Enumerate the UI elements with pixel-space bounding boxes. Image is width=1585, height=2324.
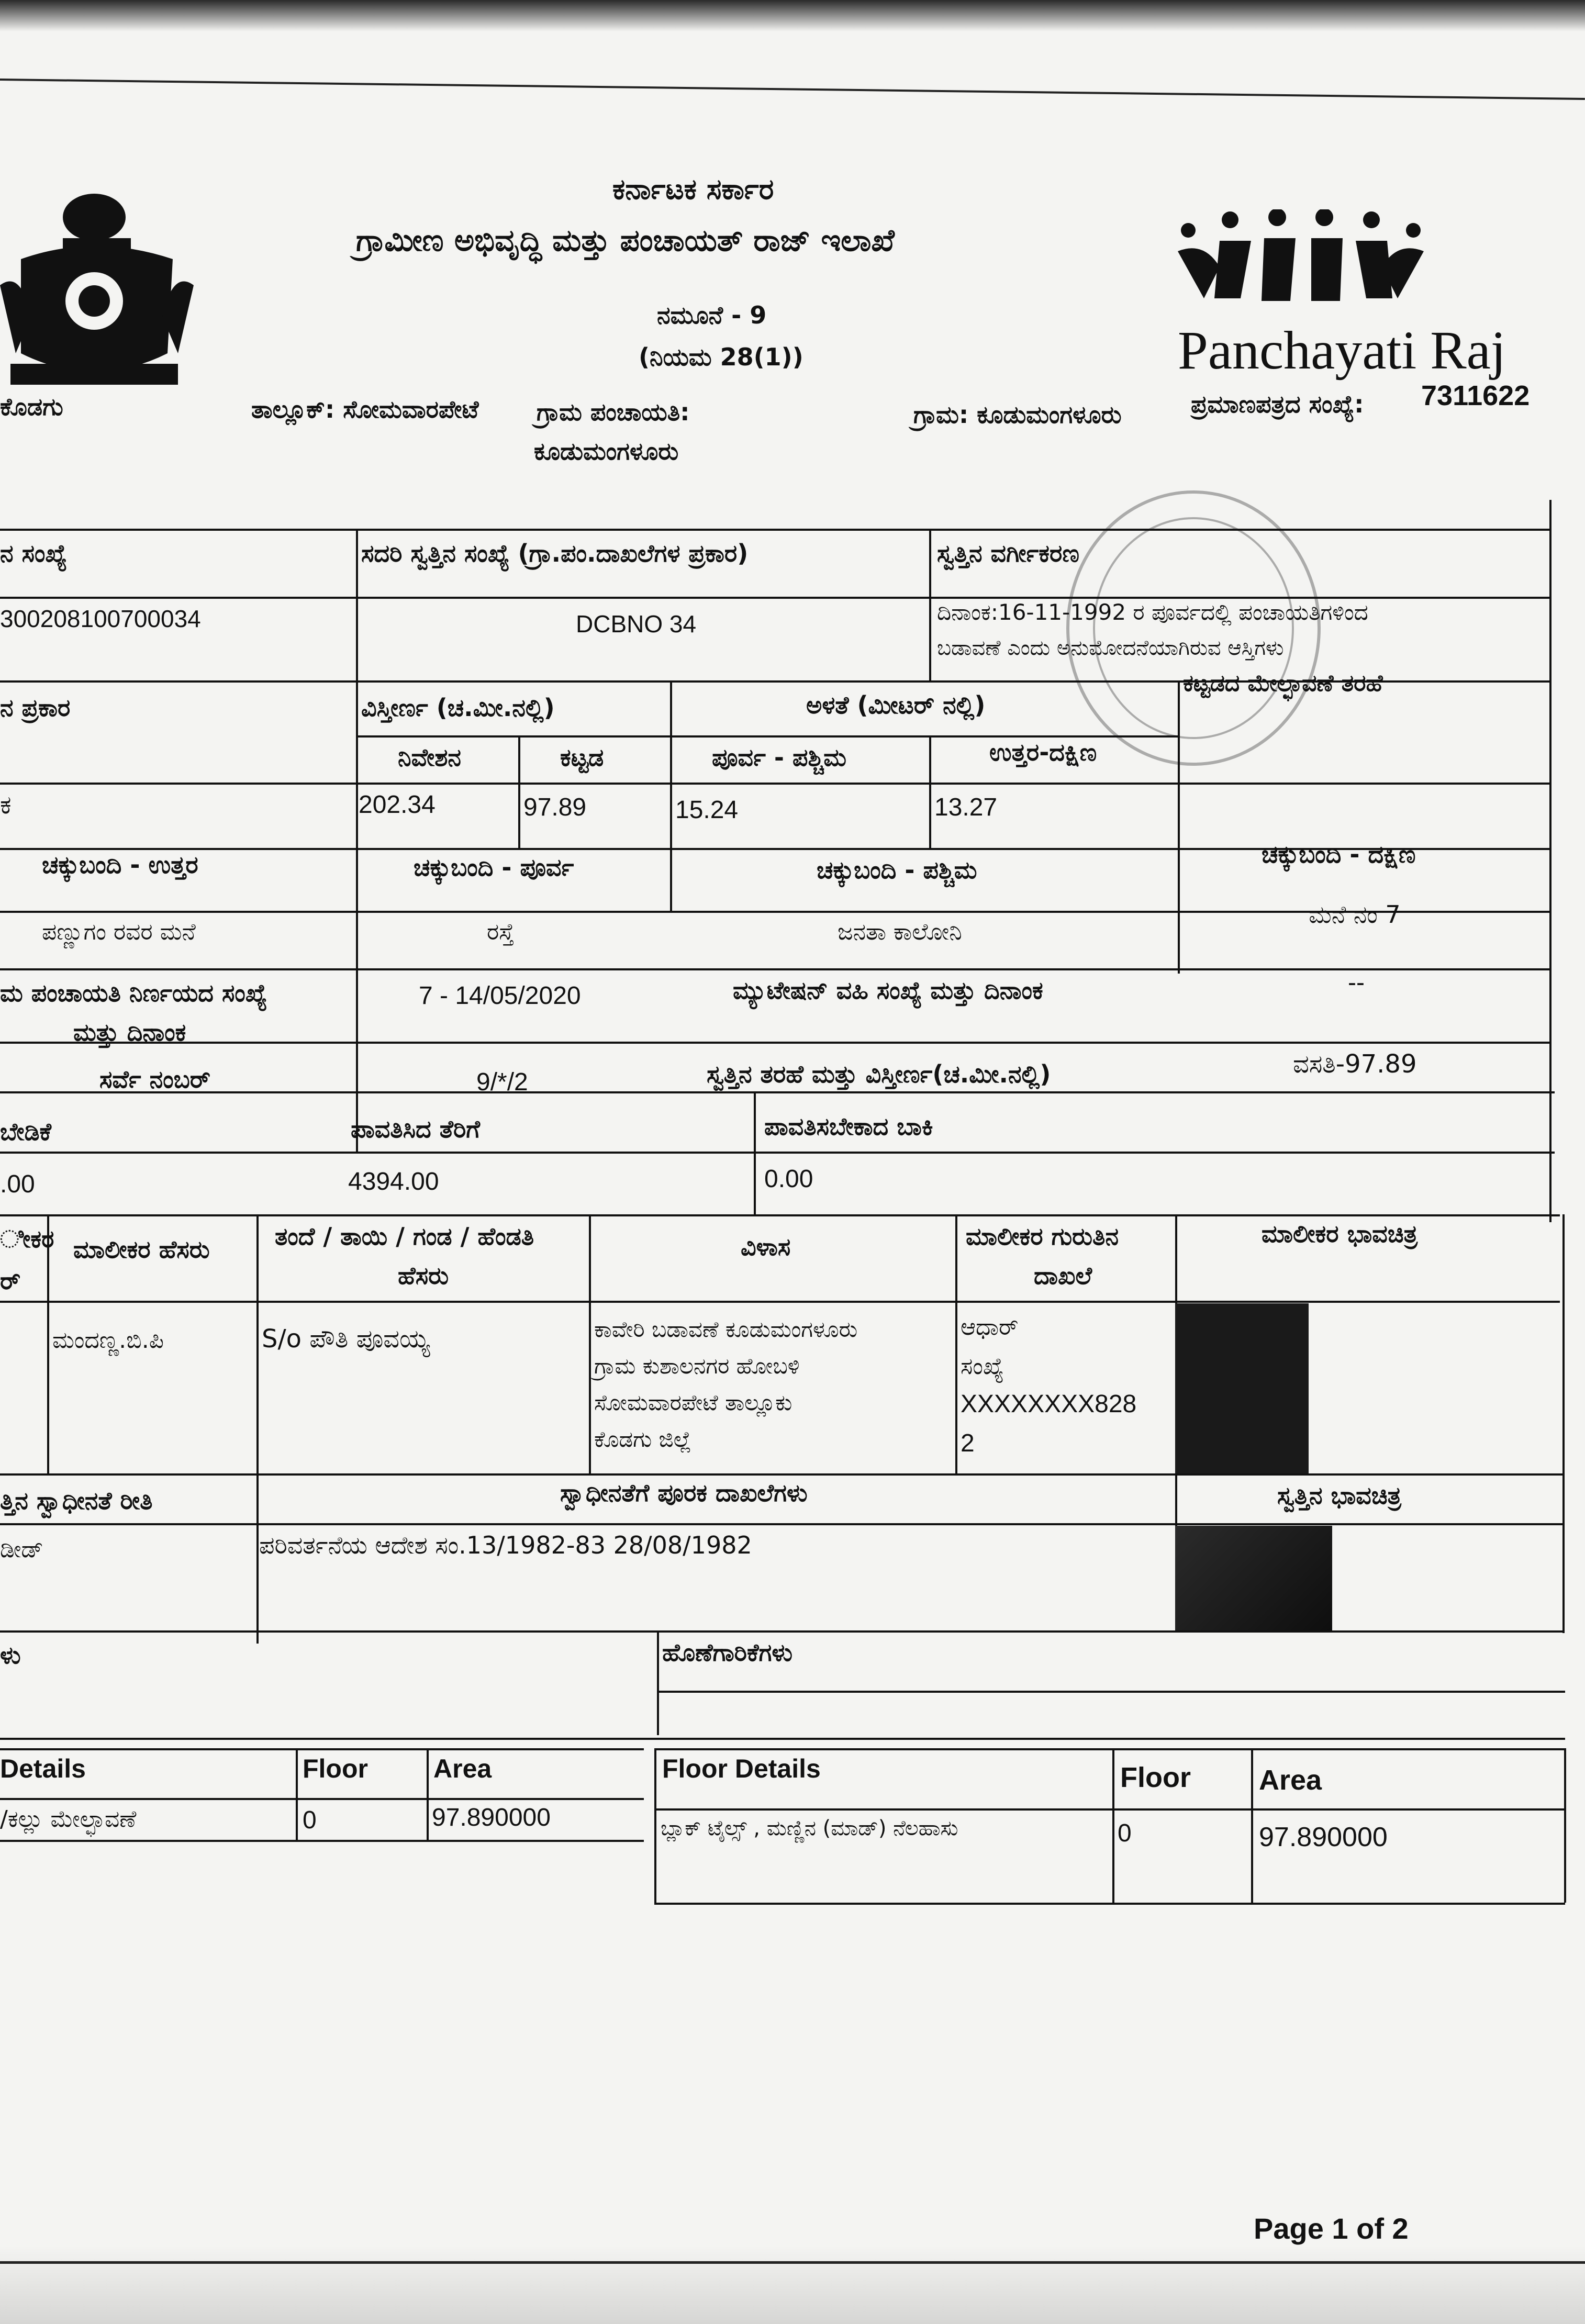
address-line-2: ಗ್ರಾಮ ಕುಶಾಲನಗರ ಹೋಬಳಿ [594, 1353, 800, 1379]
property-id-label: ನ ಸಂಖ್ಯೆ [0, 539, 68, 567]
east-west-label: ಪೂರ್ವ - ಪಶ್ಚಿಮ [712, 743, 847, 772]
panchayat-name: ಕೂಡುಮಂಗಳೂರು [534, 437, 679, 465]
owner-id-label-line2: ದಾಖಲೆ [1034, 1261, 1092, 1290]
measurement-label: ಅಳತೆ (ಮೀಟರ್ ನಲ್ಲಿ) [806, 691, 986, 719]
left-floor-header: Floor [303, 1754, 368, 1783]
right-floor-details-header: Floor Details [662, 1754, 821, 1783]
page-number: Page 1 of 2 [1254, 2212, 1409, 2245]
boundary-south-label: ಚಕ್ಕುಬಂದಿ - ದಕ್ಷಿಣ [1262, 840, 1416, 868]
left-floor-details-value: /ಕಲ್ಲು ಮೇಲ್ಛಾವಣೆ [0, 1806, 137, 1833]
ownership-docs-value: ಪರಿವರ್ತನೆಯ ಆದೇಶ ಸಂ.13/1982-83 28/08/1982 [259, 1531, 752, 1559]
balance-value: 0.00 [764, 1165, 813, 1193]
panchayati-raj-text: Panchayati Raj [1178, 320, 1506, 381]
govt-title: ಕರ್ನಾಟಕ ಸರ್ಕಾರ [612, 173, 774, 206]
survey-value: 9/*/2 [476, 1068, 528, 1096]
mutation-label: ಮ್ಯುಟೇಷನ್ ವಹಿ ಸಂಖ್ಯೆ ಮತ್ತು ದಿನಾಂಕ [733, 976, 1043, 1004]
classification-label: ಸ್ವತ್ತಿನ ವರ್ಗೀಕರಣ [937, 539, 1079, 567]
building-label: ಕಟ್ಟಡ [560, 743, 604, 772]
rule-number: (ನಿಯಮ 28(1)) [639, 343, 803, 371]
area-label: ವಿಸ್ತೀರ್ಣ (ಚ.ಮೀ.ನಲ್ಲಿ) [361, 694, 555, 722]
property-type-value: ಕ [0, 790, 12, 820]
demand-value: .00 [0, 1170, 35, 1198]
owner-id-line-2: ಸಂಖ್ಯೆ [961, 1353, 1004, 1380]
left-area-header: Area [433, 1754, 492, 1783]
classification-value-line2: ಬಡಾವಣೆ ಎಂದು ಅನುಮೋದನೆಯಾಗಿರುವ ಆಸ್ತಿಗಳು [937, 636, 1284, 660]
property-photo-image [1175, 1526, 1332, 1630]
owner-photo-image [1175, 1303, 1309, 1473]
left-floor-details-header: Details [0, 1754, 86, 1783]
right-floor-header: Floor [1120, 1762, 1191, 1793]
owner-id-line-3: XXXXXXXX828 [961, 1390, 1137, 1418]
relation-label-line1: ತಂದೆ / ತಾಯಿ / ಗಂಡ / ಹೆಂಡತಿ [275, 1222, 534, 1250]
address-line-4: ಕೊಡಗು ಜಿಲ್ಲೆ [594, 1426, 691, 1452]
site-area-value: 202.34 [359, 791, 436, 819]
balance-label: ಪಾವತಿಸಬೇಕಾದ ಬಾಕಿ [764, 1112, 933, 1141]
boundary-south-value: ಮನೆ ನಂ 7 [1309, 900, 1401, 929]
form-number: ನಮೂನೆ - 9 [657, 301, 767, 329]
nature-area-value: ವಸತಿ-97.89 [1293, 1049, 1417, 1079]
relation-value: S/o ಪೌತಿ ಪೂವಯ್ಯ [262, 1324, 430, 1354]
resolution-value: 7 - 14/05/2020 [419, 982, 581, 1010]
north-south-value: 13.27 [934, 794, 998, 821]
address-label: ವಿಳಾಸ [741, 1233, 791, 1261]
village-name: ಗ್ರಾಮ: ಕೂಡುಮಂಗಳೂರು [913, 400, 1122, 429]
dept-title: ಗ್ರಾಮೀಣ ಅಭಿವೃದ್ಧಿ ಮತ್ತು ಪಂಚಾಯತ್ ರಾಜ್ ಇಲಾಖೆ [356, 222, 895, 258]
page-top-shadow [0, 0, 1585, 31]
right-floor-details-value: ಬ್ಲಾಕ್ ಟೈಲ್ಸ್ , ಮಣ್ಣಿನ (ಮಾಡ್) ನೆಲಹಾಸು [661, 1816, 958, 1840]
left-area-value: 97.890000 [432, 1804, 551, 1831]
district-name: ಕೊಡಗು [0, 393, 63, 421]
left-floor-value: 0 [303, 1806, 317, 1834]
right-area-header: Area [1259, 1764, 1322, 1796]
owner-photo-label: ಮಾಲೀಕರ ಭಾವಚಿತ್ರ [1262, 1220, 1417, 1248]
resolution-label-line2: ಮತ್ತು ದಿನಾಂಕ [73, 1018, 186, 1046]
boundary-north-label: ಚಕ್ಕುಬಂದಿ - ಉತ್ತರ [42, 851, 198, 879]
owner-id-line-4: 2 [961, 1429, 975, 1457]
address-line-1: ಕಾವೇರಿ ಬಡಾವಣೆ ಕೂಡುಮಂಗಳೂರು [594, 1316, 858, 1342]
building-area-value: 97.89 [523, 794, 587, 821]
page-bottom-shadow [0, 2245, 1585, 2324]
resolution-label-line1: ಮ ಪಂಚಾಯತಿ ನಿರ್ಣಯದ ಸಂಖ್ಯೆ [0, 979, 267, 1007]
karnataka-emblem-icon [0, 181, 204, 400]
property-id-value: 300208100700034 [0, 605, 201, 632]
taluk-name: ತಾಲ್ಲೂಕ್: ಸೋಮವಾರಪೇಟೆ [251, 395, 479, 423]
certificate-label: ಪ್ರಮಾಣಪತ್ರದ ಸಂಖ್ಯೆ: [1191, 390, 1364, 418]
paid-tax-value: 4394.00 [348, 1168, 439, 1195]
liabilities-left-label: ಳು [0, 1641, 21, 1669]
page-edge [0, 79, 1585, 100]
mutation-value: -- [1348, 969, 1365, 997]
liabilities-label: ಹೊಣೆಗಾರಿಕೆಗಳು [662, 1638, 792, 1667]
paid-tax-label: ಪಾವತಿಸಿದ ತೆರಿಗೆ [351, 1115, 481, 1143]
boundary-north-value: ಪಣ್ಣುಗಂ ರವರ ಮನೆ [42, 919, 196, 945]
dcb-value: DCBNO 34 [576, 610, 697, 638]
owner-no-label-line1: ೀಕರ [0, 1225, 54, 1253]
right-area-value: 97.890000 [1259, 1822, 1388, 1852]
survey-label: ಸರ್ವೆ ನಂಬರ್ [99, 1065, 210, 1093]
east-west-value: 15.24 [675, 796, 739, 824]
dcb-label: ಸದರಿ ಸ್ವತ್ತಿನ ಸಂಖ್ಯೆ (ಗ್ರಾ.ಪಂ.ದಾಖಲೆಗಳ ಪ್ರಕಾರ) [361, 539, 749, 567]
owner-id-line-1: ಆಧಾರ್ [961, 1314, 1019, 1340]
relation-label-line2: ಹೆಸರು [398, 1261, 449, 1290]
property-photo-label: ಸ್ವತ್ತಿನ ಭಾವಚಿತ್ರ [1277, 1481, 1401, 1510]
address-line-3: ಸೋಮವಾರಪೇಟೆ ತಾಲ್ಲೂಕು [594, 1390, 792, 1415]
property-type-label: ನ ಪ್ರಕಾರ [0, 694, 71, 722]
boundary-west-value: ಜನತಾ ಕಾಲೋನಿ [838, 919, 962, 945]
classification-value-line1: ದಿನಾಂಕ:16-11-1992 ರ ಪೂರ್ವದಲ್ಲಿ ಪಂಚಾಯತಿಗಳಿಂದ [937, 599, 1368, 625]
boundary-west-label: ಚಕ್ಕುಬಂದಿ - ಪಶ್ಚಿಮ [817, 856, 977, 884]
page-bottom-edge [0, 2261, 1585, 2264]
owner-name-value: ಮಂದಣ್ಣ.ಬಿ.ಪಿ [52, 1327, 164, 1354]
certificate-number: 7311622 [1421, 380, 1530, 411]
site-label: ನಿವೇಶನ [398, 743, 461, 772]
right-floor-value: 0 [1118, 1819, 1132, 1847]
panchayat-label: ಗ್ರಾಮ ಪಂಚಾಯತಿ: [537, 398, 690, 426]
ownership-docs-label: ಸ್ವಾಧೀನತೆಗೆ ಪೂರಕ ದಾಖಲೆಗಳು [560, 1479, 808, 1507]
ownership-mode-value: ಡೀಡ್ [0, 1536, 43, 1563]
demand-label: ಬೇಡಿಕೆ [0, 1118, 52, 1146]
north-south-label: ಉತ್ತರ-ದಕ್ಷಿಣ [989, 738, 1097, 766]
nature-area-label: ಸ್ವತ್ತಿನ ತರಹೆ ಮತ್ತು ವಿಸ್ತೀರ್ಣ(ಚ.ಮೀ.ನಲ್ಲಿ) [707, 1060, 1051, 1088]
boundary-east-label: ಚಕ್ಕುಬಂದಿ - ಪೂರ್ವ [414, 853, 574, 881]
panchayati-raj-logo-icon [1173, 209, 1466, 309]
roof-type-label: ಕಟ್ಟಡದ ಮೇಲ್ಛಾವಣೆ ತರಹೆ [1183, 670, 1383, 697]
owner-no-label-line2: ರ್ [0, 1267, 21, 1295]
owner-id-label-line1: ಮಾಲೀಕರ ಗುರುತಿನ [966, 1222, 1119, 1250]
ownership-mode-label: ತ್ತಿನ ಸ್ವಾಧೀನತೆ ರೀತಿ [0, 1487, 153, 1515]
owner-name-label: ಮಾಲೀಕರ ಹೆಸರು [73, 1235, 210, 1264]
boundary-east-value: ರಸ್ತೆ [487, 919, 515, 945]
